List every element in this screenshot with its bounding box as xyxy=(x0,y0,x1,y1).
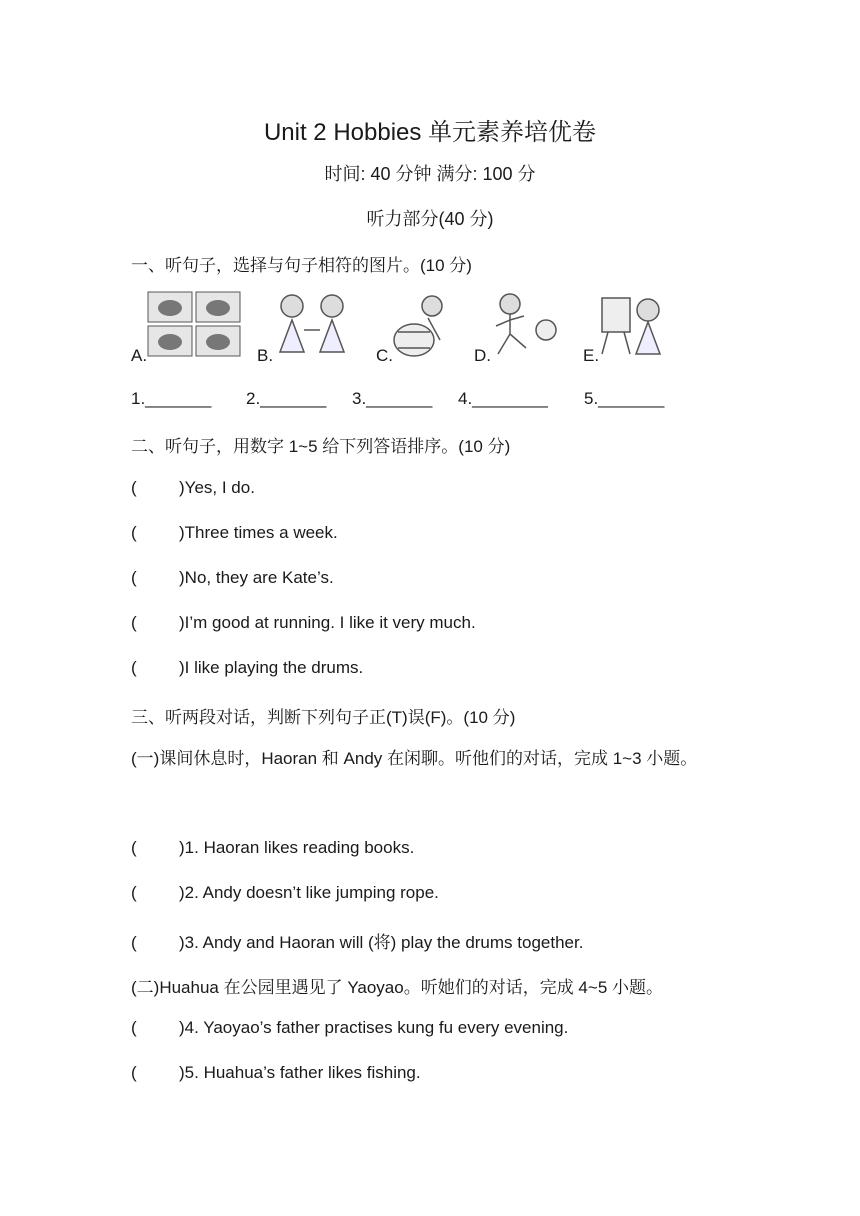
painter-girl-icon xyxy=(598,290,666,360)
section1-heading: 一、听句子，选择与句子相符的图片。(10 分) xyxy=(131,256,472,275)
exam-meta: 时间: 40 分钟 满分: 100 分 xyxy=(324,164,536,184)
answer-blank[interactable]: 3._______ xyxy=(352,389,433,408)
picture-d-label: D. xyxy=(474,346,491,365)
list-item: ( )1. Haoran likes reading books. xyxy=(131,838,415,857)
stamps-icon xyxy=(146,290,242,358)
page-title: Unit 2 Hobbies 单元素养培优卷 xyxy=(263,119,597,146)
list-item: ( )3. Andy and Haoran will (将) play the drums together. xyxy=(131,933,584,952)
list-item: ( )5. Huahua’s father likes fishing. xyxy=(131,1063,421,1082)
answer-blank[interactable]: 2._______ xyxy=(246,389,327,408)
list-item: ( )2. Andy doesn’t like jumping rope. xyxy=(131,883,439,902)
list-item: ( )Three times a week. xyxy=(131,523,338,542)
list-item: ( )Yes, I do. xyxy=(131,478,255,497)
drum-player-icon xyxy=(390,290,454,360)
list-item: ( )No, they are Kate’s. xyxy=(131,568,334,587)
part2-intro: (二)Huahua 在公园里遇见了 Yaoyao。听她们的对话，完成 4~5 小题。 xyxy=(131,978,663,997)
listening-header: 听力部分(40 分) xyxy=(366,209,494,229)
soccer-boy-icon xyxy=(490,290,562,360)
list-item: ( )I like playing the drums. xyxy=(131,658,364,677)
section2-heading: 二、听句子，用数字 1~5 给下列答语排序。(10 分) xyxy=(131,437,511,456)
answer-blank[interactable]: 5._______ xyxy=(584,389,665,408)
section3-heading: 三、听两段对话，判断下列句子正(T)误(F)。(10 分) xyxy=(131,708,516,727)
list-item: ( )I’m good at running. I like it very much. xyxy=(131,613,476,632)
picture-a-label: A. xyxy=(131,346,148,365)
picture-c-label: C. xyxy=(376,346,393,365)
list-item: ( )4. Yaoyao’s father practises kung fu every evening. xyxy=(131,1018,569,1037)
part1-intro: (一)课间休息时，Haoran 和 Andy 在闲聊。听他们的对话，完成 1~3 小题。 xyxy=(131,749,698,768)
picture-b-label: B. xyxy=(257,346,274,365)
answer-blank[interactable]: 1._______ xyxy=(131,389,212,408)
answer-blank[interactable]: 4.________ xyxy=(458,389,548,408)
two-girls-icon xyxy=(270,290,354,362)
picture-e-label: E. xyxy=(583,346,600,365)
